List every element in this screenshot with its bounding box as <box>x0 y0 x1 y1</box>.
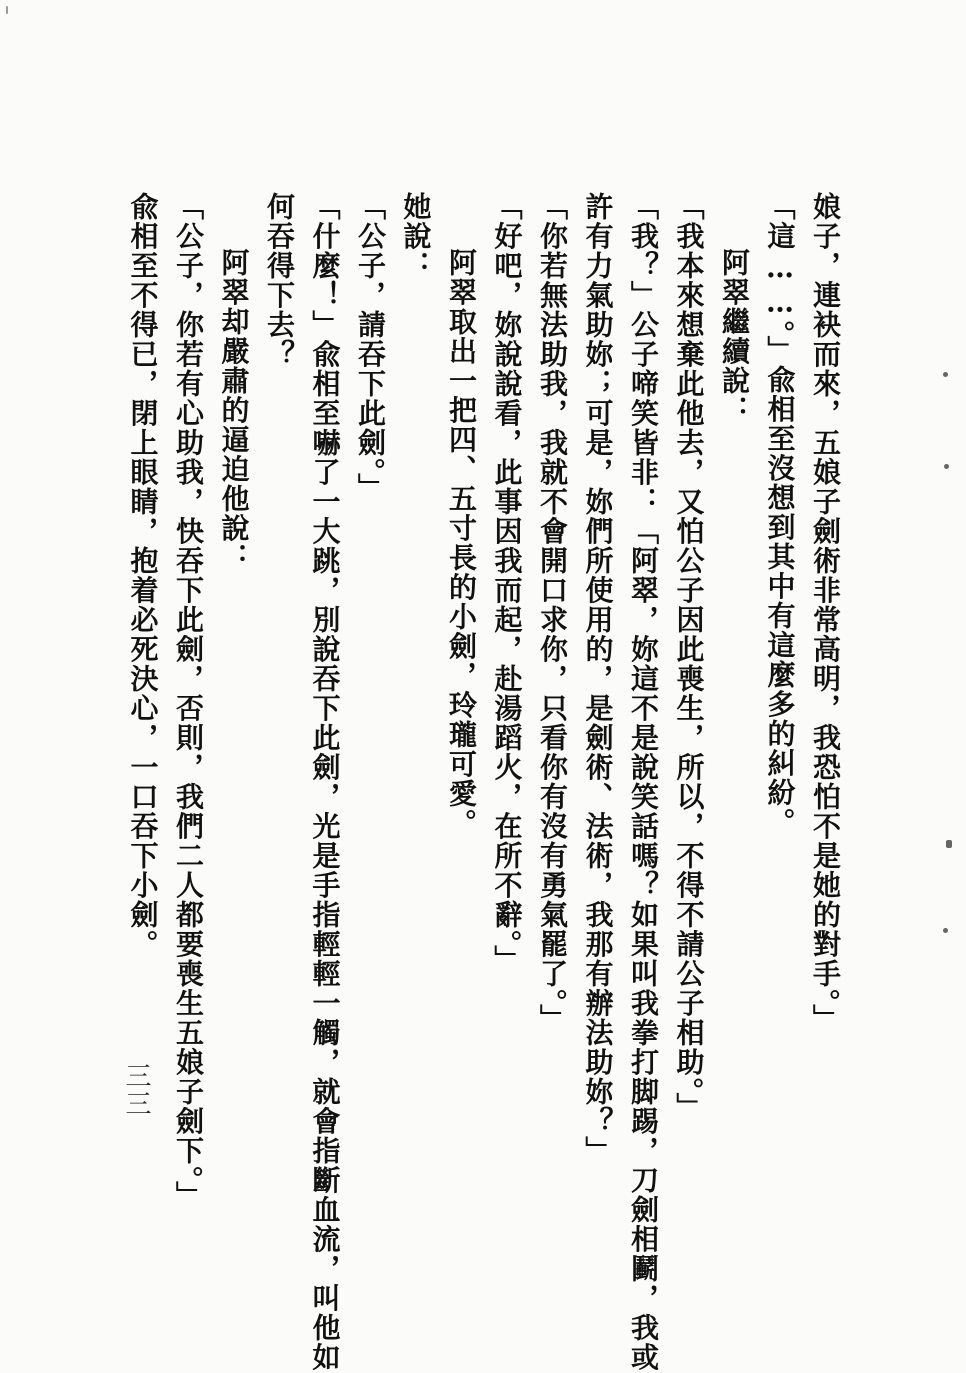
text-line: 「你若無法助我，我就不會開口求你，只看你有沒有勇氣罷了。」 <box>536 192 569 1034</box>
scan-speck <box>943 928 948 933</box>
body-text <box>120 192 848 1372</box>
text-line: 「公子，你若有心助我，快吞下此劍，否則，我們二人都要喪生五娘子劍下。」 <box>172 192 205 1211</box>
text-line: 娘子，連袂而來，五娘子劍術非常高明，我恐怕不是她的對手。」 <box>809 192 842 1034</box>
scan-speck <box>943 372 948 377</box>
scan-speck <box>946 840 952 848</box>
text-line: 「公子，請吞下此劍。」 <box>354 192 387 503</box>
text-line: 阿翠却嚴肅的逼迫他說： <box>217 248 251 573</box>
text-line: 「我？」公子啼笑皆非：「阿翠，妳這不是說笑話嗎？如果叫我拳打脚踢，刀劍相鬬，我或 <box>627 192 660 1372</box>
text-line: 兪相至不得已，閉上眼睛，抱着必死決心，一口吞下小劍。 <box>126 192 160 959</box>
text-line: 何吞得下去？ <box>263 192 296 369</box>
scan-speck <box>6 6 8 14</box>
text-line: 阿翠取出一把四、五寸長的小劍，玲瓏可愛。 <box>445 248 478 838</box>
text-line: 阿翠繼續說： <box>718 248 751 425</box>
scan-speck <box>944 464 949 469</box>
text-line: 「我本來想棄此他去，又怕公子因此喪生，所以，不得不請公子相助。」 <box>672 192 706 1122</box>
text-line: 「什麼！」兪相至嚇了一大跳，別說吞下此劍，光是手指輕輕一觸，就會指斷血流，叫他如 <box>308 192 342 1372</box>
page-number: 三三 <box>121 1062 151 1118</box>
text-line: 「這……。」兪相至沒想到其中有這麼多的糾紛。 <box>763 192 797 837</box>
text-line: 許有力氣助妳；可是，妳們所使用的，是劍術、法術，我那有辦法助妳？」 <box>581 192 615 1166</box>
text-line: 「好吧，妳說說看，此事因我而起，赴湯蹈火，在所不辭。」 <box>490 192 524 975</box>
text-line: 她說： <box>399 192 433 281</box>
